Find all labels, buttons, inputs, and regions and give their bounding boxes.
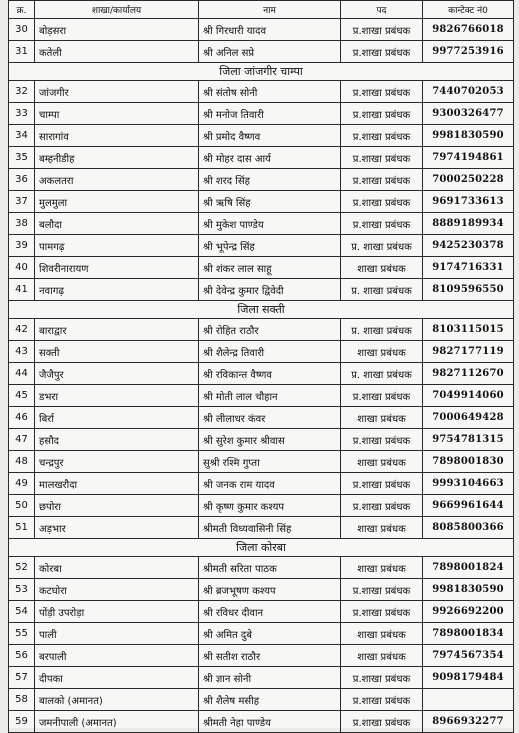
- phone-cell: 7049914060: [423, 385, 514, 407]
- name-cell: श्री लीलाधर कंवर: [199, 407, 341, 429]
- table-row: [9, 279, 514, 301]
- serial-number-cell: 59: [9, 711, 35, 733]
- name-cell: श्री ब्रजभूषण कश्यप: [199, 579, 341, 601]
- office-cell: शिवरीनारायण: [35, 257, 199, 279]
- name-cell: श्री शैलेन्द्र तिवारी: [199, 341, 341, 363]
- table-row: [9, 451, 514, 473]
- office-cell: बालको (अमानत): [35, 689, 199, 711]
- name-cell: श्री जनक राम यादव: [199, 473, 341, 495]
- serial-number-cell: 57: [9, 667, 35, 689]
- post-cell: प्र.शाखा प्रबंधक: [341, 579, 423, 601]
- name-cell: श्री रविधर दीवान: [199, 601, 341, 623]
- post-cell: प्र.शाखा प्रबंधक: [341, 601, 423, 623]
- phone-cell: 7974567354: [423, 645, 514, 667]
- office-cell: पामगढ़: [35, 235, 199, 257]
- office-cell: कोरबा: [35, 557, 199, 579]
- name-cell: श्री भूपेन्द्र सिंह: [199, 235, 341, 257]
- phone-cell: 9754781315: [423, 429, 514, 451]
- district-title: जिला जांजगीर चाम्पा: [9, 63, 514, 81]
- post-cell: प्र.शाखा प्रबंधक: [341, 169, 423, 191]
- office-cell: अकलतरा: [35, 169, 199, 191]
- serial-number-cell: 45: [9, 385, 35, 407]
- serial-number-cell: 35: [9, 147, 35, 169]
- phone-cell: 9827112670: [423, 363, 514, 385]
- serial-number-cell: 55: [9, 623, 35, 645]
- serial-number-cell: 52: [9, 557, 35, 579]
- phone-cell: 7898001824: [423, 557, 514, 579]
- table-row: [9, 623, 514, 645]
- post-cell: प्र.शाखा प्रबंधक: [341, 429, 423, 451]
- phone-cell: 8889189934: [423, 213, 514, 235]
- serial-number-cell: 44: [9, 363, 35, 385]
- post-cell: शाखा प्रबंधक: [341, 623, 423, 645]
- table-row: [9, 341, 514, 363]
- name-cell: श्री ज्ञान सोनी: [199, 667, 341, 689]
- post-cell: प्र.शाखा प्रबंधक: [341, 385, 423, 407]
- table-row: [9, 495, 514, 517]
- name-cell: श्री शरद सिंह: [199, 169, 341, 191]
- post-cell: प्र.शाखा प्रबंधक: [341, 689, 423, 711]
- header-contact: कान्टेक्ट नं0: [423, 1, 514, 19]
- table-row: [9, 711, 514, 733]
- table-row: [9, 213, 514, 235]
- phone-cell: 9993104663: [423, 473, 514, 495]
- district-header-row: [9, 63, 514, 81]
- name-cell: श्री मोहर दास आर्य: [199, 147, 341, 169]
- post-cell: शाखा प्रबंधक: [341, 341, 423, 363]
- table-row: [9, 429, 514, 451]
- name-cell: श्री सुरेश कुमार श्रीवास: [199, 429, 341, 451]
- post-cell: प्र.शाखा प्रबंधक: [341, 495, 423, 517]
- name-cell: श्री मनोज तिवारी: [199, 103, 341, 125]
- post-cell: प्र.शाखा प्रबंधक: [341, 103, 423, 125]
- post-cell: प्र.शाखा प्रबंधक: [341, 19, 423, 41]
- table-row: [9, 41, 514, 63]
- table-row: [9, 385, 514, 407]
- table-row: [9, 147, 514, 169]
- office-cell: कटघोरा: [35, 579, 199, 601]
- office-cell: बाराद्वार: [35, 319, 199, 341]
- table-row: [9, 473, 514, 495]
- header-post: पद: [341, 1, 423, 19]
- office-cell: बिर्रा: [35, 407, 199, 429]
- district-title: जिला सक्ती: [9, 301, 514, 319]
- office-cell: सारागांव: [35, 125, 199, 147]
- phone-cell: 9669961644: [423, 495, 514, 517]
- serial-number-cell: 41: [9, 279, 35, 301]
- serial-number-cell: 47: [9, 429, 35, 451]
- serial-number-cell: 58: [9, 689, 35, 711]
- name-cell: श्री अनिल सप्रे: [199, 41, 341, 63]
- header-office: शाखा/कार्यालय: [35, 1, 199, 19]
- office-cell: बरपाली: [35, 645, 199, 667]
- serial-number-cell: 56: [9, 645, 35, 667]
- serial-number-cell: 54: [9, 601, 35, 623]
- name-cell: श्री कृष्ण कुमार कश्यप: [199, 495, 341, 517]
- table-row: [9, 19, 514, 41]
- office-cell: जमनीपाली (अमानत): [35, 711, 199, 733]
- name-cell: श्री शैलेष मसीह: [199, 689, 341, 711]
- table-row: [9, 557, 514, 579]
- post-cell: प्र.शाखा प्रबंधक: [341, 41, 423, 63]
- serial-number-cell: 31: [9, 41, 35, 63]
- post-cell: प्र.शाखा प्रबंधक: [341, 81, 423, 103]
- phone-cell: 9981830590: [423, 125, 514, 147]
- phone-cell: 7000649428: [423, 407, 514, 429]
- phone-cell: 9977253916: [423, 41, 514, 63]
- phone-cell: 9691733613: [423, 191, 514, 213]
- table-header-row: [9, 1, 514, 19]
- post-cell: प्र.शाखा प्रबंधक: [341, 191, 423, 213]
- district-header-row: [9, 301, 514, 319]
- post-cell: शाखा प्रबंधक: [341, 257, 423, 279]
- table-row: [9, 601, 514, 623]
- name-cell: श्री सतीश राठौर: [199, 645, 341, 667]
- post-cell: प्र.शाखा प्रबंधक: [341, 213, 423, 235]
- post-cell: प्र. शाखा प्रबंधक: [341, 363, 423, 385]
- district-header-row: [9, 539, 514, 557]
- table-row: [9, 257, 514, 279]
- serial-number-cell: 53: [9, 579, 35, 601]
- post-cell: शाखा प्रबंधक: [341, 517, 423, 539]
- post-cell: प्र. शाखा प्रबंधक: [341, 235, 423, 257]
- name-cell: श्री रविकान्त वैष्णव: [199, 363, 341, 385]
- post-cell: प्र.शाखा प्रबंधक: [341, 125, 423, 147]
- name-cell: श्री मुकेश पाण्डेय: [199, 213, 341, 235]
- post-cell: प्र.शाखा प्रबंधक: [341, 473, 423, 495]
- header-serial: क्र.: [9, 1, 35, 19]
- table-row: [9, 235, 514, 257]
- name-cell: श्री ऋषि सिंह: [199, 191, 341, 213]
- district-title: जिला कोरबा: [9, 539, 514, 557]
- serial-number-cell: 36: [9, 169, 35, 191]
- table-row: [9, 169, 514, 191]
- office-cell: डभरा: [35, 385, 199, 407]
- serial-number-cell: 40: [9, 257, 35, 279]
- table-row: [9, 125, 514, 147]
- phone-cell: 7898001830: [423, 451, 514, 473]
- serial-number-cell: 42: [9, 319, 35, 341]
- table-row: [9, 319, 514, 341]
- post-cell: शाखा प्रबंधक: [341, 451, 423, 473]
- phone-cell: 9981830590: [423, 579, 514, 601]
- office-cell: मालखरौदा: [35, 473, 199, 495]
- name-cell: श्री रोहित राठौर: [199, 319, 341, 341]
- name-cell: श्री देवेन्द्र कुमार द्विवेदी: [199, 279, 341, 301]
- post-cell: प्र. शाखा प्रबंधक: [341, 319, 423, 341]
- office-cell: बोड़सरा: [35, 19, 199, 41]
- phone-cell: 8966932277: [423, 711, 514, 733]
- office-cell: कतेली: [35, 41, 199, 63]
- serial-number-cell: 43: [9, 341, 35, 363]
- phone-cell: 8085800366: [423, 517, 514, 539]
- phone-cell: 8109596550: [423, 279, 514, 301]
- document-page: [8, 0, 513, 728]
- name-cell: श्री संतोष सोनी: [199, 81, 341, 103]
- phone-cell: 9926692200: [423, 601, 514, 623]
- table-row: [9, 689, 514, 711]
- name-cell: श्रीमती सरिता पाठक: [199, 557, 341, 579]
- office-cell: सक्ती: [35, 341, 199, 363]
- table-row: [9, 645, 514, 667]
- office-cell: चन्द्रपुर: [35, 451, 199, 473]
- post-cell: प्र.शाखा प्रबंधक: [341, 667, 423, 689]
- post-cell: प्र. शाखा प्रबंधक: [341, 279, 423, 301]
- table-row: [9, 363, 514, 385]
- post-cell: शाखा प्रबंधक: [341, 557, 423, 579]
- office-cell: मुलमुला: [35, 191, 199, 213]
- office-cell: जैजैपुर: [35, 363, 199, 385]
- office-cell: बलौदा: [35, 213, 199, 235]
- post-cell: शाखा प्रबंधक: [341, 407, 423, 429]
- serial-number-cell: 33: [9, 103, 35, 125]
- name-cell: श्री अमित दुबे: [199, 623, 341, 645]
- office-cell: हसौद: [35, 429, 199, 451]
- office-cell: जांजगीर: [35, 81, 199, 103]
- post-cell: प्र.शाखा प्रबंधक: [341, 147, 423, 169]
- serial-number-cell: 50: [9, 495, 35, 517]
- office-cell: बम्हनीडीह: [35, 147, 199, 169]
- table-body: [9, 19, 514, 733]
- office-cell: पाली: [35, 623, 199, 645]
- name-cell: श्री मोती लाल चौहान: [199, 385, 341, 407]
- serial-number-cell: 39: [9, 235, 35, 257]
- name-cell: श्री गिरधारी यादव: [199, 19, 341, 41]
- phone-cell: [423, 689, 514, 711]
- serial-number-cell: 32: [9, 81, 35, 103]
- office-cell: छपोरा: [35, 495, 199, 517]
- header-name: नाम: [199, 1, 341, 19]
- serial-number-cell: 38: [9, 213, 35, 235]
- branch-contact-table: [8, 0, 514, 733]
- table-row: [9, 667, 514, 689]
- phone-cell: 9098179484: [423, 667, 514, 689]
- serial-number-cell: 49: [9, 473, 35, 495]
- phone-cell: 7898001834: [423, 623, 514, 645]
- table-row: [9, 517, 514, 539]
- serial-number-cell: 48: [9, 451, 35, 473]
- phone-cell: 7440702053: [423, 81, 514, 103]
- name-cell: श्रीमती विध्यवासिनी सिंह: [199, 517, 341, 539]
- office-cell: दीपका: [35, 667, 199, 689]
- phone-cell: 7000250228: [423, 169, 514, 191]
- serial-number-cell: 51: [9, 517, 35, 539]
- table-row: [9, 579, 514, 601]
- phone-cell: 8103115015: [423, 319, 514, 341]
- serial-number-cell: 34: [9, 125, 35, 147]
- phone-cell: 9827177119: [423, 341, 514, 363]
- phone-cell: 9174716331: [423, 257, 514, 279]
- phone-cell: 9425230378: [423, 235, 514, 257]
- serial-number-cell: 37: [9, 191, 35, 213]
- post-cell: प्र.शाखा प्रबंधक: [341, 711, 423, 733]
- name-cell: श्री प्रमोद वैष्णव: [199, 125, 341, 147]
- table-row: [9, 103, 514, 125]
- office-cell: नवागढ़: [35, 279, 199, 301]
- table-row: [9, 81, 514, 103]
- office-cell: चाम्पा: [35, 103, 199, 125]
- name-cell: श्रीमती नेहा पाण्डेय: [199, 711, 341, 733]
- table-row: [9, 407, 514, 429]
- post-cell: शाखा प्रबंधक: [341, 645, 423, 667]
- serial-number-cell: 46: [9, 407, 35, 429]
- office-cell: पोंड़ी उपरोड़ा: [35, 601, 199, 623]
- serial-number-cell: 30: [9, 19, 35, 41]
- phone-cell: 7974194861: [423, 147, 514, 169]
- phone-cell: 9826766018: [423, 19, 514, 41]
- phone-cell: 9300326477: [423, 103, 514, 125]
- name-cell: श्री शंकर लाल साहू: [199, 257, 341, 279]
- name-cell: सुश्री रश्मि गुप्ता: [199, 451, 341, 473]
- table-row: [9, 191, 514, 213]
- office-cell: अड़भार: [35, 517, 199, 539]
